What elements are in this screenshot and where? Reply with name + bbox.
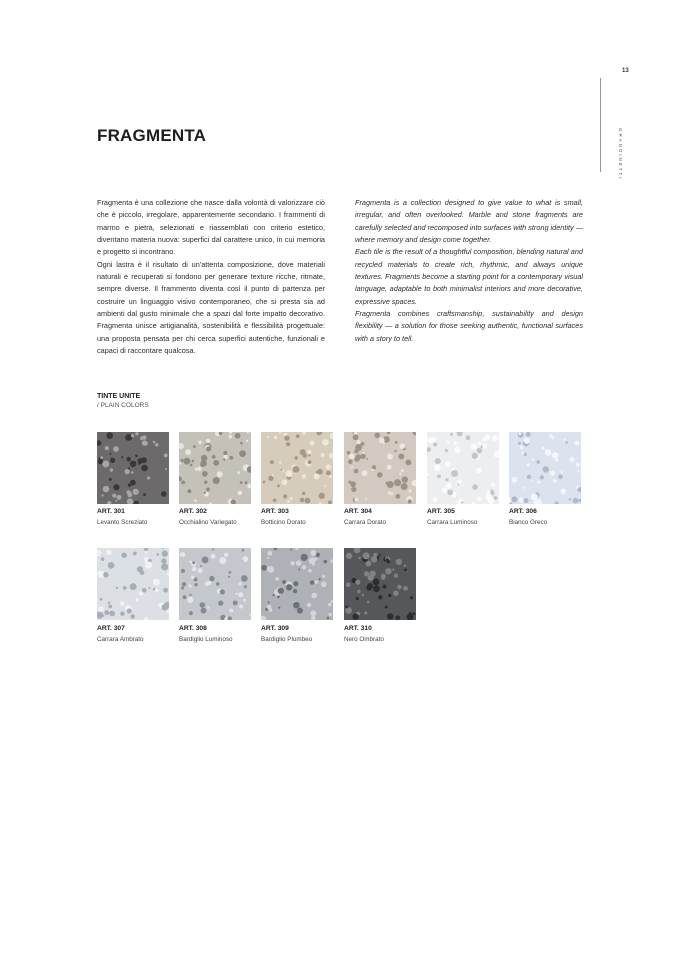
swatch-name: Carrara Luminoso — [427, 519, 478, 526]
swatch-name: Carrara Dorato — [344, 519, 386, 526]
swatch-code: ART. 307 — [97, 625, 125, 632]
intro-italian — [97, 197, 325, 357]
swatch-name: Carrara Ambrato — [97, 636, 144, 643]
swatch-code: ART. 310 — [344, 625, 372, 632]
intro-english-paragraph: Each tile is the result of a thoughtful composition, blending natural and recycled materials to create rich, rhythmic, and always unique textures. Fragments become a starting point for a contemporary visual language, adaptable to both minimalist interiors and more decorative, expressive spaces. — [355, 247, 583, 306]
swatch-code: ART. 303 — [261, 508, 289, 515]
swatch-code: ART. 308 — [179, 625, 207, 632]
swatch-code: ART. 304 — [344, 508, 372, 515]
swatch-code: ART. 301 — [97, 508, 125, 515]
swatch-name: Botticino Dorato — [261, 519, 306, 526]
swatch-name: Bardiglio Luminoso — [179, 636, 233, 643]
swatch-name: Occhialino Variegato — [179, 519, 237, 526]
swatch-name: Bardiglio Plumbeo — [261, 636, 313, 643]
swatch-tile — [427, 432, 499, 504]
intro-italian-paragraph: Fragmenta è una collezione che nasce dalla volontà di valorizzare ciò che è piccolo, irregolare, apparentemente secondario. I frammenti di marmo e pietra, selezionati e riassemblati con criterio estetico, diventano materia nuova: superfici dal carattere unico, in cui memoria e progetto si incontrano. — [97, 198, 325, 257]
intro-english — [355, 197, 583, 345]
swatch-tile — [344, 548, 416, 620]
swatch-tile — [179, 432, 251, 504]
section-title: TINTE UNITE — [97, 393, 141, 400]
swatch-code: ART. 306 — [509, 508, 537, 515]
intro-english-paragraph: Fragmenta combines craftsmanship, sustainability and design flexibility — a solution for those seeking authentic, functional surfaces with a story to tell. — [355, 309, 583, 343]
swatch-tile — [97, 548, 169, 620]
swatch-tile — [179, 548, 251, 620]
swatch-tile — [261, 548, 333, 620]
swatch-code: ART. 305 — [427, 508, 455, 515]
swatch-tile — [261, 432, 333, 504]
side-brand-label: GRANDINETTI — [618, 128, 623, 181]
swatch-name: Levanto Screziato — [97, 519, 148, 526]
intro-italian-paragraph: Ogni lastra è il risultato di un'attenta composizione, dove materiali naturali e recuperati si fondono per generare texture ricche, ritmate, sempre diverse. Il frammento diventa così il punto di partenza per costruire un linguaggio visivo contemporaneo, che si presta sia ad ambienti dal gusto minimale che a spazi dal forte impatto decorativo. Fragmenta unisce artigianalità, sostenibilità e flessibilità progettuale: una proposta pensata per chi cerca superfici autentiche, funzionali e capaci di raccontare qualcosa. — [97, 259, 325, 356]
page-number: 13 — [622, 68, 629, 74]
swatch-name: Nero Ombrato — [344, 636, 384, 643]
section-subtitle: / PLAIN COLORS — [97, 402, 149, 409]
swatch-tile — [97, 432, 169, 504]
swatch-tile — [344, 432, 416, 504]
swatch-code: ART. 302 — [179, 508, 207, 515]
side-rule — [600, 78, 601, 172]
swatch-code: ART. 309 — [261, 625, 289, 632]
swatch-name: Bianco Greco — [509, 519, 548, 526]
swatch-tile — [509, 432, 581, 504]
page-title: FRAGMENTA — [97, 126, 207, 145]
intro-english-paragraph: Fragmenta is a collection designed to give value to what is small, irregular, and often overlooked. Marble and stone fragments are carefully selected and recomposed into surfaces with strong identity — where memory and design come together. — [355, 198, 583, 245]
